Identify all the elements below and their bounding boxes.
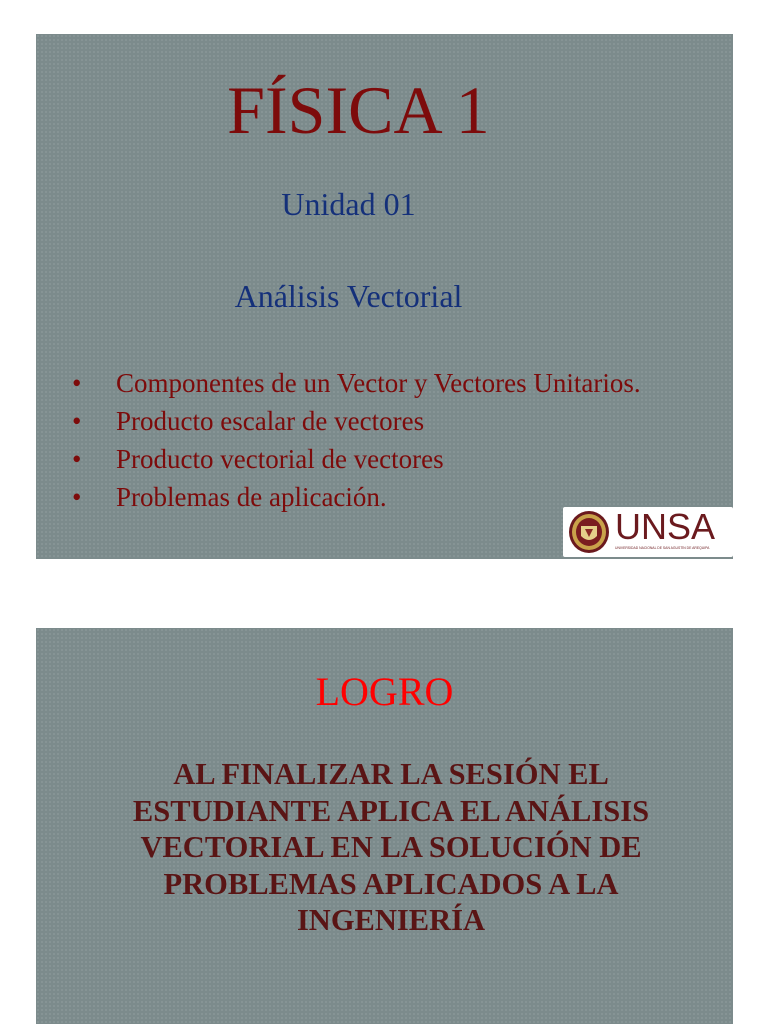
statement-line: INGENIERÍA <box>296 903 486 937</box>
list-item-text: Problemas de aplicación. <box>116 482 387 512</box>
logo-name: UNSA <box>615 507 716 547</box>
list-item-text: Producto escalar de vectores <box>116 406 425 436</box>
unit-label: Unidad 01 <box>281 186 416 222</box>
university-seal-icon <box>568 510 610 554</box>
statement-line: VECTORIAL EN LA SOLUCIÓN DE <box>140 830 642 864</box>
bullet-icon: • <box>72 482 82 512</box>
topic-label: Análisis Vectorial <box>234 278 463 314</box>
bullet-icon: • <box>72 368 82 398</box>
slide-logro <box>36 628 733 1024</box>
statement-line: PROBLEMAS APLICADOS A LA <box>163 866 619 901</box>
logro-statement <box>76 756 706 939</box>
statement-line: ESTUDIANTE APLICA EL ANÁLISIS <box>132 793 650 828</box>
statement-line: AL FINALIZAR LA SESIÓN EL <box>173 757 609 791</box>
bullet-icon: • <box>72 444 82 474</box>
slide-title <box>36 34 733 559</box>
list-item-text: Componentes de un Vector y Vectores Unitarios. <box>116 368 641 398</box>
list-item-text: Producto vectorial de vectores <box>116 444 444 474</box>
course-title: FÍSICA 1 <box>227 72 490 148</box>
bullet-icon: • <box>72 406 82 436</box>
logo-tagline: UNIVERSIDAD NACIONAL DE SAN AGUSTÍN DE AREQUIPA <box>615 546 710 550</box>
logro-heading: LOGRO <box>315 669 454 714</box>
unsa-logo <box>563 507 733 557</box>
